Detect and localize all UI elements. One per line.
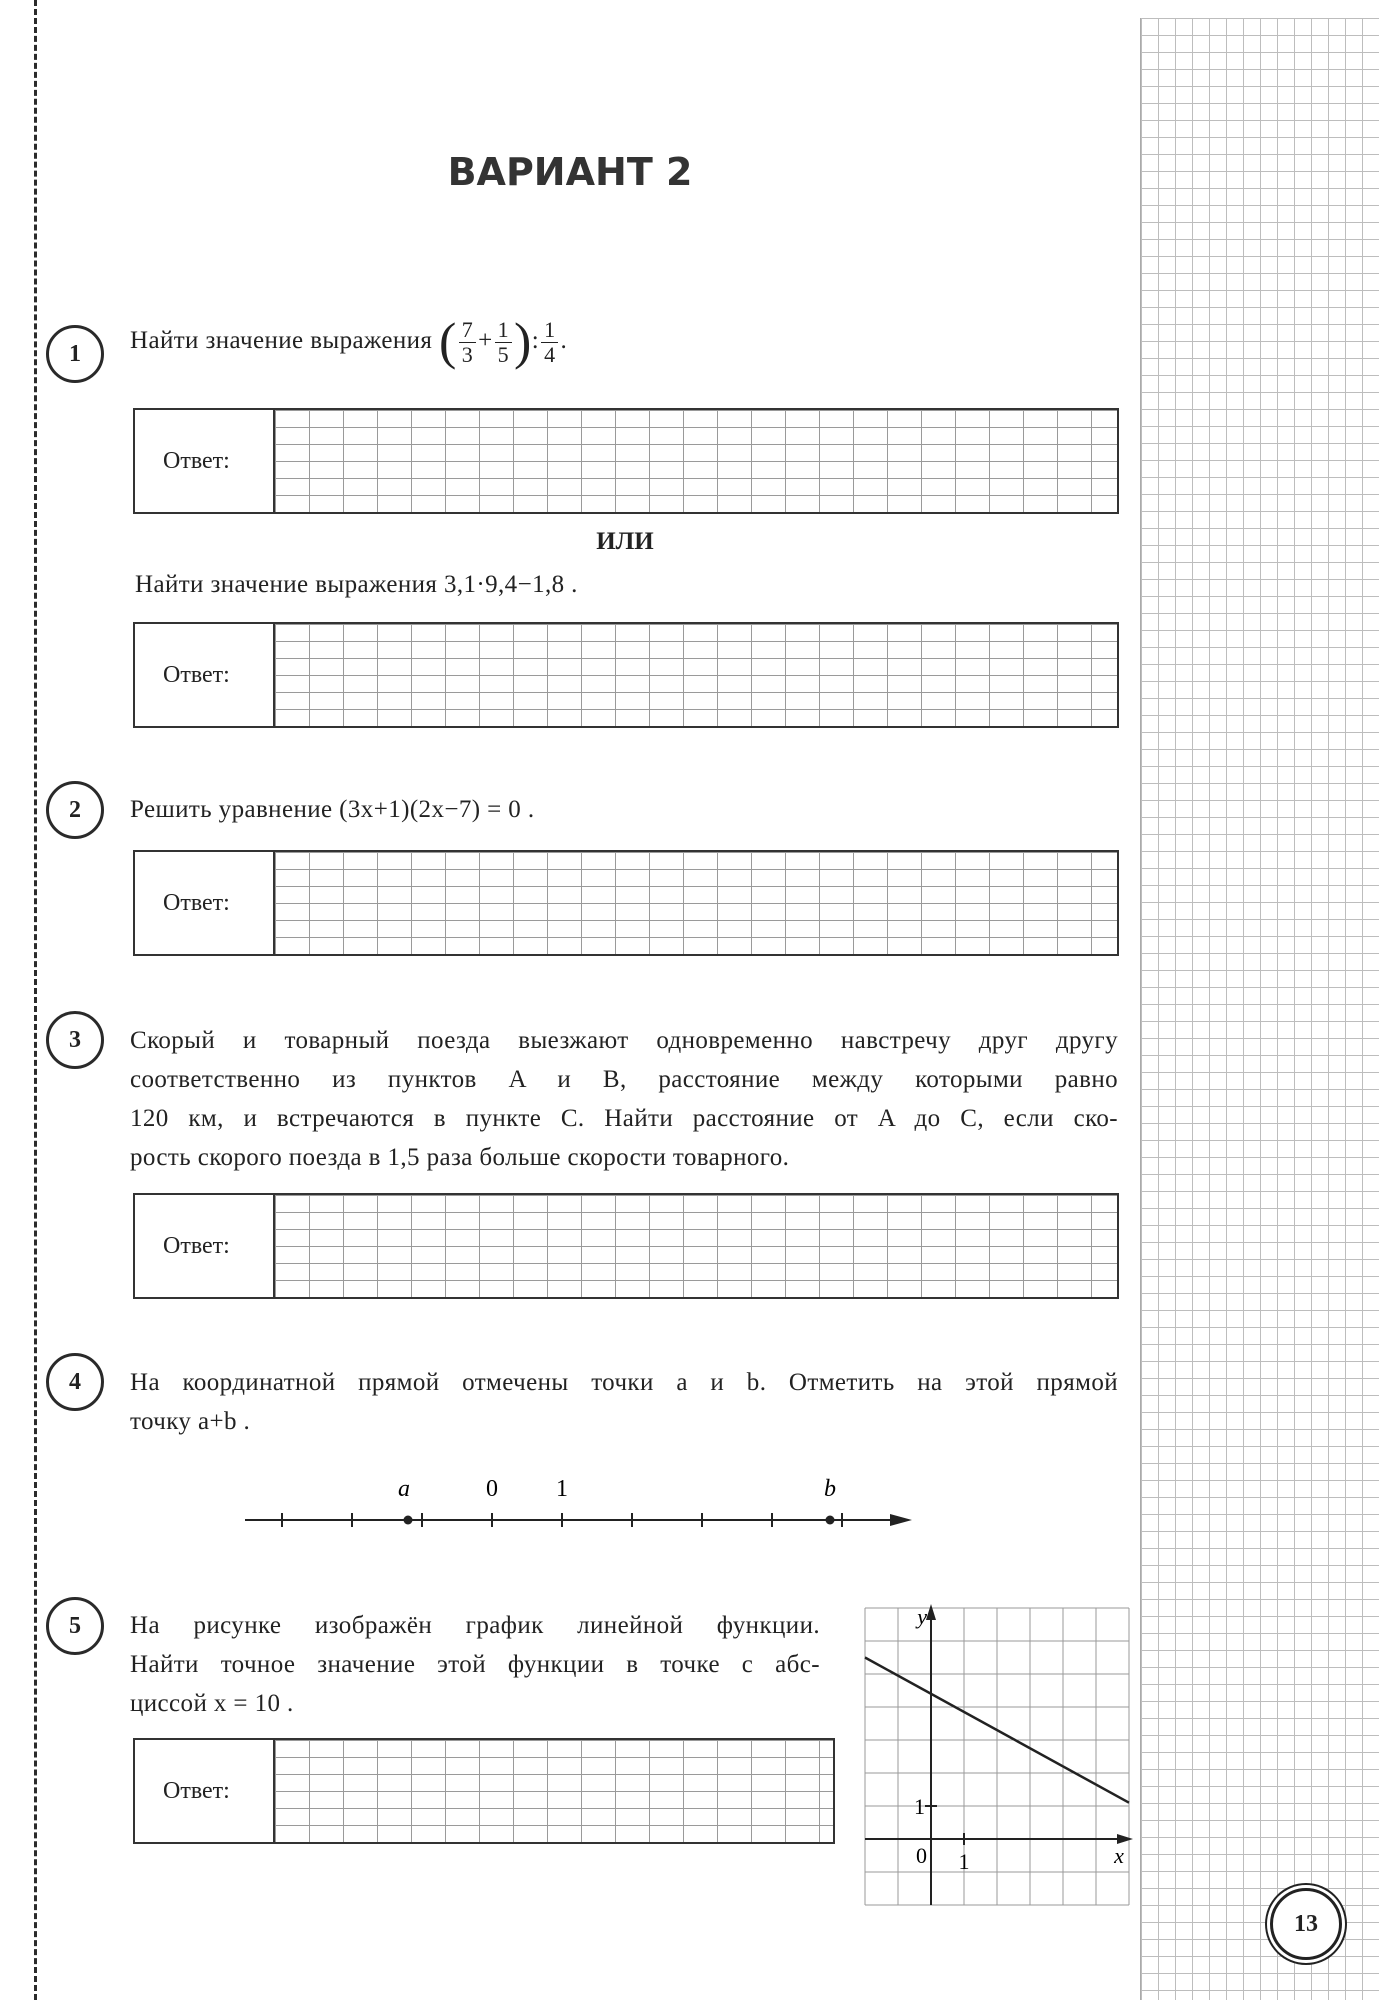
- answer-label: Ответ:: [163, 1777, 230, 1804]
- task-3-line: 120 км, и встречаются в пункте C. Найти расстояние от A до C, если ско-: [130, 1105, 1118, 1132]
- task-3-line: соответственно из пунктов A и B, расстояние между которыми равно: [130, 1066, 1118, 1093]
- task-5-line: Найти точное значение этой функции в точке с абс-: [130, 1651, 820, 1678]
- task-4-number: 4: [46, 1353, 104, 1411]
- task-1-prompt: Найти значение выражения: [130, 327, 433, 355]
- task-3-number: 3: [46, 1011, 104, 1069]
- label-one: 1: [556, 1476, 568, 1502]
- x-tick-label: 1: [958, 1849, 970, 1874]
- answer-box-5[interactable]: [133, 1738, 835, 1844]
- answer-box-3[interactable]: [133, 1193, 1119, 1299]
- page-number: 13: [1270, 1888, 1342, 1960]
- task-4-line: точку a+b .: [130, 1408, 251, 1435]
- task-1-text: [130, 313, 568, 371]
- graph-grid: [865, 1608, 1129, 1905]
- task-4-text: [130, 1363, 1118, 1441]
- task-5-text: [130, 1606, 820, 1723]
- task-2-equation: (3x+1)(2x−7) = 0 .: [339, 796, 535, 823]
- answer-label: Ответ:: [163, 661, 230, 688]
- task-2-text: [130, 790, 534, 829]
- fraction-b: $\frac{1}{5}$: [495, 318, 512, 367]
- number-line-arrow: [890, 1514, 912, 1526]
- fraction-a: $\frac{7}{3}$: [459, 318, 476, 367]
- answer-cells[interactable]: [273, 1195, 1117, 1297]
- page-title: ВАРИАНТ 2: [447, 150, 693, 194]
- grid-margin: [1140, 18, 1379, 2000]
- fraction-c: $\frac{1}{4}$: [541, 318, 558, 367]
- x-axis-label: x: [1114, 1843, 1124, 1868]
- answer-label: Ответ:: [163, 1232, 230, 1259]
- point-b: [826, 1516, 835, 1525]
- point-a: [404, 1516, 413, 1525]
- task-1-alt-text: Найти значение выражения 3,1·9,4−1,8 .: [135, 571, 578, 598]
- or-separator: ИЛИ: [596, 528, 654, 555]
- label-zero: 0: [486, 1476, 498, 1502]
- task-3-text: [130, 1021, 1118, 1177]
- task-3-line: Скорый и товарный поезда выезжают одновременно навстречу друг другу: [130, 1027, 1118, 1054]
- task-5-line: На рисунке изображён график линейной функции.: [130, 1612, 820, 1639]
- answer-label: Ответ:: [163, 889, 230, 916]
- task-5-line: циссой x = 10 .: [130, 1690, 294, 1717]
- answer-cells[interactable]: [273, 624, 1117, 726]
- y-tick-label: 1: [914, 1794, 925, 1819]
- task-1-expression: ( $\frac{7}{3}$ + $\frac{1}{5}$ ): $\frac{1}{4}$ .: [438, 313, 568, 371]
- task-1-number: 1: [46, 325, 104, 383]
- label-a: a: [398, 1476, 410, 1502]
- task-4-line: На координатной прямой отмечены точки a и b. Отметить на этой прямой: [130, 1369, 1118, 1396]
- answer-box-1[interactable]: [133, 408, 1119, 514]
- task-2-number: 2: [46, 781, 104, 839]
- y-axis-arrow: [926, 1604, 936, 1620]
- task-2-prompt: Решить уравнение: [130, 796, 333, 823]
- answer-cells[interactable]: [273, 410, 1117, 512]
- answer-box-2[interactable]: [133, 850, 1119, 956]
- task-3-line: рость скорого поезда в 1,5 раза больше скорости товарного.: [130, 1144, 790, 1171]
- task-5-number: 5: [46, 1597, 104, 1655]
- cut-line: [34, 0, 37, 2000]
- answer-box-1-alt[interactable]: [133, 622, 1119, 728]
- function-graph: [855, 1600, 1124, 1875]
- y-axis-label: y: [917, 1604, 927, 1629]
- answer-cells[interactable]: [273, 1740, 833, 1842]
- answer-cells[interactable]: [273, 852, 1117, 954]
- label-b: b: [824, 1476, 836, 1502]
- number-line: [240, 1465, 920, 1535]
- origin-label: 0: [916, 1843, 927, 1868]
- answer-label: Ответ:: [163, 447, 230, 474]
